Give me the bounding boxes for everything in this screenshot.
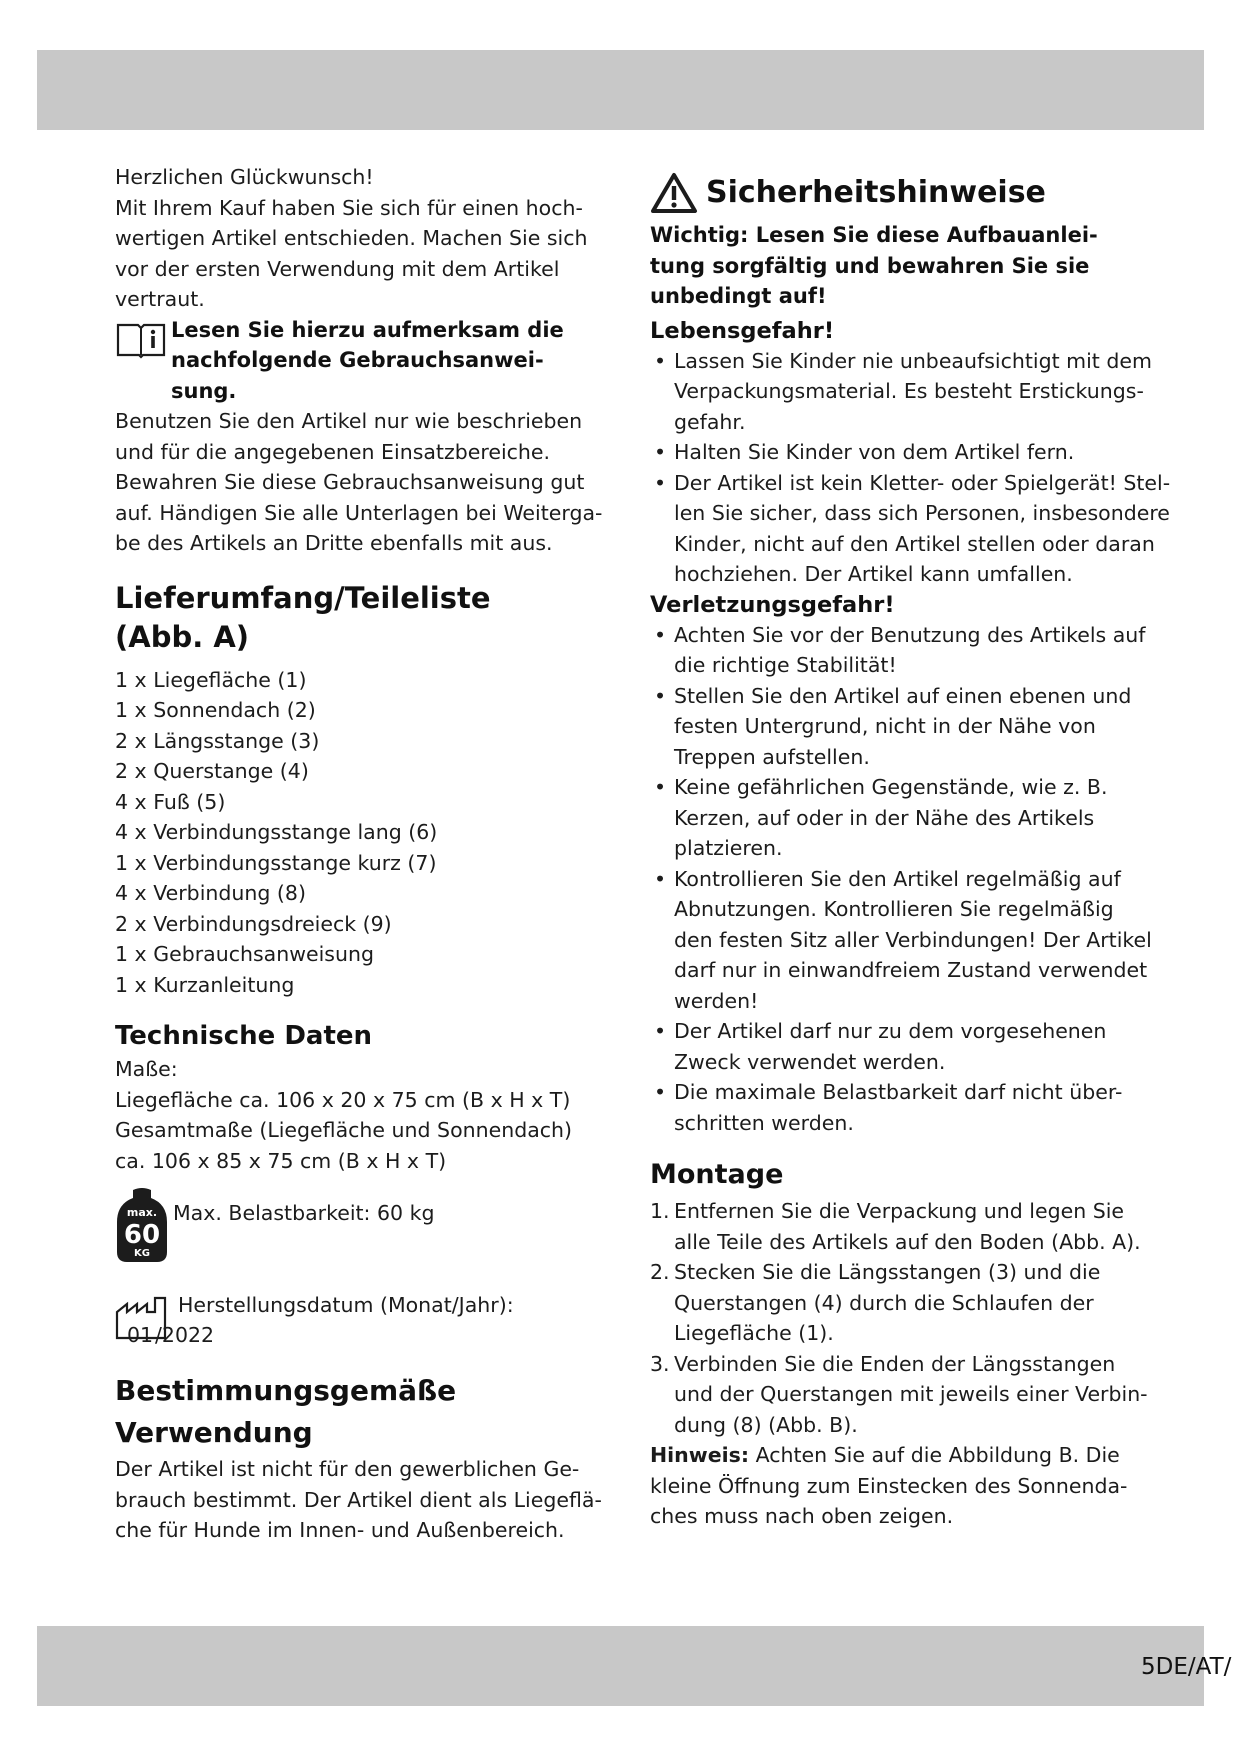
- manufacture-label: Herstellungsdatum (Monat/Jahr):: [178, 1293, 514, 1317]
- technical-line: ca. 106 x 85 x 75 cm (B x H x T): [115, 1148, 447, 1173]
- list-item: • Achten Sie vor der Benutzung des Artikels auf die richtige Stabilität!: [654, 622, 1146, 677]
- parts-heading: (Abb. A): [115, 619, 250, 654]
- svg-text:max.: max.: [126, 1206, 158, 1219]
- list-item: 2 x Querstange (4): [115, 759, 309, 783]
- life-danger-list: [650, 346, 1171, 590]
- notice-line: sung.: [171, 378, 237, 403]
- intended-use-line: che für Hunde im Innen- und Außenbereich.: [115, 1518, 565, 1542]
- list-item: • Halten Sie Kinder von dem Artikel fern.: [654, 440, 1075, 464]
- header-bar: [37, 50, 1204, 130]
- list-item: • Der Artikel darf nur zu dem vorgesehenen Zweck verwendet werden.: [654, 1019, 1107, 1074]
- important-notice: [650, 220, 1150, 312]
- technical-line: Liegefläche ca. 106 x 20 x 75 cm (B x H x T): [115, 1087, 571, 1112]
- important-line: tung sorgfältig und bewahren Sie sie: [650, 253, 1090, 278]
- technical-line: Gesamtmaße (Liegefläche und Sonnendach): [115, 1118, 573, 1142]
- assembly-note: [650, 1440, 1150, 1532]
- list-item: 1. Entfernen Sie die Verpackung und legen Sie alle Teile des Artikels auf den Boden (Abb. A).: [650, 1199, 1141, 1254]
- assembly-steps: [650, 1196, 1150, 1440]
- max-weight-icon: [115, 1186, 169, 1264]
- left-column: [115, 162, 603, 1546]
- usage-line: Bewahren Sie diese Gebrauchsanweisung gut: [115, 470, 585, 494]
- intro-line: wertigen Artikel entschieden. Machen Sie sich: [115, 226, 588, 250]
- manufacture-month: 01: [127, 1323, 154, 1347]
- list-item: 1 x Sonnendach (2): [115, 698, 316, 722]
- safety-heading: Sicherheitshinweise: [706, 175, 1046, 210]
- intended-use-heading: Bestimmungsgemäße: [115, 1374, 457, 1407]
- svg-text:KG: KG: [134, 1248, 150, 1259]
- usage-line: auf. Händigen Sie alle Unterlagen bei Weiterga-: [115, 500, 603, 525]
- parts-section: [115, 579, 595, 1001]
- max-load-row: [115, 1186, 595, 1266]
- usage-line: be des Artikels an Dritte ebenfalls mit aus.: [115, 531, 553, 555]
- warning-triangle-icon: [650, 172, 698, 214]
- list-item: • Der Artikel ist kein Kletter- oder Spielgerät! Stel- len Sie sicher, dass sich Personen, insbesondere Kinder, nicht auf den Artikel stellen oder daran hochziehen. Der Artikel kann umfallen.: [654, 470, 1171, 586]
- intended-use-line: Der Artikel ist nicht für den gewerblichen Ge-: [115, 1457, 580, 1481]
- usage-line: und für die angegebenen Einsatzbereiche.: [115, 439, 551, 464]
- note-line: ches muss nach oben zeigen.: [650, 1504, 954, 1528]
- manufacture-year: /2022: [155, 1323, 215, 1347]
- usage-text: [115, 406, 603, 559]
- list-item: 1 x Gebrauchsanweisung: [115, 942, 374, 966]
- parts-heading: Lieferumfang/Teileliste: [115, 580, 491, 615]
- list-item: 1 x Liegefläche (1): [115, 667, 307, 692]
- assembly-heading: Montage: [650, 1159, 784, 1190]
- injury-danger-list: [650, 620, 1150, 1139]
- life-danger-heading: Lebensgefahr!: [650, 317, 835, 344]
- important-line: Wichtig: Lesen Sie diese Aufbauanlei-: [650, 223, 1098, 247]
- right-column: [650, 172, 1171, 1532]
- note-line: kleine Öffnung zum Einstecken des Sonnenda-: [650, 1473, 1128, 1498]
- list-item: 4 x Verbindungsstange lang (6): [115, 820, 438, 844]
- technical-line: Maße:: [115, 1057, 178, 1081]
- list-item: • Kontrollieren Sie den Artikel regelmäßig auf Abnutzungen. Kontrollieren Sie regelmäßig den festen Sitz aller Verbindungen! Der Artikel darf nur in einwandfreiem Zustand verwendet werden!: [654, 866, 1152, 1013]
- assembly-section: [650, 1154, 1150, 1532]
- list-item: 4 x Verbindung (8): [115, 881, 306, 905]
- footer-bar: [37, 1626, 1232, 1706]
- list-item: 3. Verbinden Sie die Enden der Längsstangen und der Querstangen mit jeweils einer Verbin- dung (8) (Abb. B).: [650, 1351, 1148, 1437]
- max-load-text: Max. Belastbarkeit: 60 kg: [173, 1201, 435, 1225]
- svg-text:60: 60: [123, 1220, 161, 1250]
- list-item: • Lassen Sie Kinder nie unbeaufsichtigt mit dem Verpackungsmaterial. Es besteht Erstickungs- gefahr.: [654, 348, 1152, 434]
- intro-line: vor der ersten Verwendung mit dem Artikel: [115, 256, 560, 281]
- list-item: 4 x Fuß (5): [115, 789, 226, 814]
- manufacture-date-row: [115, 1290, 595, 1352]
- notice-line: nachfolgende Gebrauchsanwei-: [171, 348, 544, 372]
- intended-use-section: [115, 1370, 602, 1546]
- open-book-info-icon: [115, 319, 167, 359]
- intro-line: Herzlichen Glückwunsch!: [115, 165, 374, 189]
- notice-line: Lesen Sie hierzu aufmerksam die: [171, 317, 564, 342]
- technical-heading: Technische Daten: [115, 1021, 373, 1051]
- list-item: • Keine gefährlichen Gegenstände, wie z. B. Kerzen, auf oder in der Nähe des Artikels platzieren.: [654, 775, 1108, 860]
- list-item: • Stellen Sie den Artikel auf einen ebenen und festen Untergrund, nicht in der Nähe von Treppen aufstellen.: [654, 683, 1132, 769]
- page-number: 5DE/AT/: [1141, 1654, 1232, 1680]
- usage-line: Benutzen Sie den Artikel nur wie beschrieben: [115, 409, 583, 433]
- intended-use-line: brauch bestimmt. Der Artikel dient als Liegeflä-: [115, 1487, 602, 1512]
- list-item: 1 x Verbindungsstange kurz (7): [115, 850, 437, 875]
- parts-list: [115, 665, 595, 1001]
- injury-danger-heading: Verletzungsgefahr!: [650, 591, 895, 618]
- note-line: Achten Sie auf die Abbildung B. Die: [749, 1443, 1120, 1467]
- list-item: 2 x Verbindungsdreieck (9): [115, 911, 392, 936]
- intro-line: vertraut.: [115, 287, 205, 311]
- intro-text: [115, 162, 595, 315]
- technical-section: [115, 1018, 595, 1352]
- note-label: Hinweis:: [650, 1443, 750, 1467]
- intro-line: Mit Ihrem Kauf haben Sie sich für einen hoch-: [115, 195, 583, 220]
- list-item: 1 x Kurzanleitung: [115, 972, 295, 997]
- intended-use-heading: Verwendung: [115, 1416, 313, 1449]
- list-item: 2 x Längsstange (3): [115, 728, 320, 753]
- list-item: • Die maximale Belastbarkeit darf nicht über- schritten werden.: [654, 1080, 1123, 1135]
- safety-heading-row: [650, 172, 1150, 214]
- important-line: unbedingt auf!: [650, 284, 827, 308]
- read-manual-notice: [115, 315, 595, 407]
- list-item: 2. Stecken Sie die Längsstangen (3) und die Querstangen (4) durch die Schlaufen der Liegefläche (1).: [650, 1260, 1101, 1345]
